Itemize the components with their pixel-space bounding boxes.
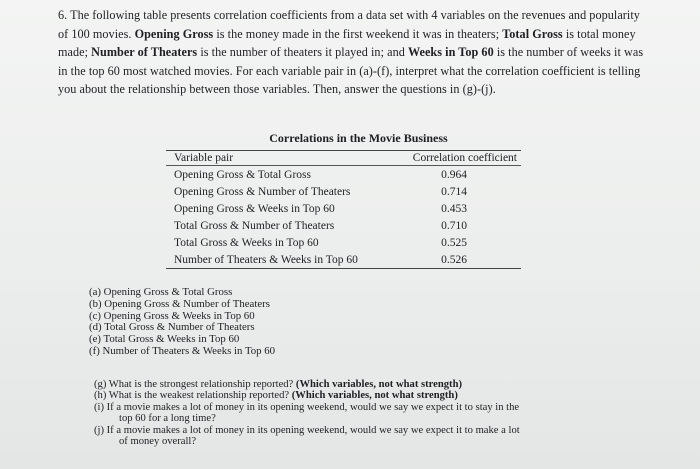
table-header-row xyxy=(166,151,521,166)
question-j: (j) If a movie makes a lot of money in its opening weekend, would we say we expect it to make a lot xyxy=(94,424,520,436)
part-b: (b) Opening Gross & Number of Theaters xyxy=(89,297,270,310)
correlation-table xyxy=(166,150,521,269)
table-row xyxy=(166,251,521,269)
table-row xyxy=(166,217,521,234)
cell-value: 0.964 xyxy=(441,168,467,181)
table-row xyxy=(166,234,521,251)
question-j-continued: of money overall? xyxy=(119,436,197,448)
question-i-continued: top 60 for a long time? xyxy=(119,413,216,425)
intro-text-2: is the money made in the first weekend it was in theaters; xyxy=(213,26,503,41)
term-opening-gross: Opening Gross xyxy=(134,26,214,41)
intro-text-5: is the number of weeks it was in the top 60 most watched movies. For each variable pair in (a)-(f), interpret what the correlation coefficient is telling you about the relationship between those variables. Then, answer the questions in (g)-(j). xyxy=(58,45,644,97)
cell-pair: Opening Gross & Total Gross xyxy=(174,168,311,181)
question-i: (i) If a movie makes a lot of money in its opening weekend, would we say we expect it to stay in the xyxy=(94,401,520,413)
header-correlation-coefficient: Correlation coefficient xyxy=(412,152,517,164)
correlation-table-block xyxy=(166,131,521,269)
question-list xyxy=(94,379,614,447)
cell-value: 0.710 xyxy=(441,219,467,232)
term-number-of-theaters: Number of Theaters xyxy=(91,45,198,60)
question-h-note: (Which variables, not what strength) xyxy=(291,390,458,402)
problem-intro xyxy=(58,6,648,99)
part-f: (f) Number of Theaters & Weeks in Top 60 xyxy=(89,344,276,357)
cell-pair: Opening Gross & Weeks in Top 60 xyxy=(174,202,335,215)
cell-value: 0.714 xyxy=(441,185,467,198)
intro-text-3: is total money made; xyxy=(58,26,636,60)
cell-pair: Opening Gross & Number of Theaters xyxy=(174,185,351,198)
cell-pair: Total Gross & Number of Theaters xyxy=(174,219,335,232)
table-row xyxy=(166,166,521,184)
table-title: Correlations in the Movie Business xyxy=(269,131,448,145)
part-a: (a) Opening Gross & Total Gross xyxy=(89,286,233,298)
part-list xyxy=(89,287,275,358)
table-row xyxy=(166,200,521,217)
part-c: (c) Opening Gross & Weeks in Top 60 xyxy=(89,309,255,322)
term-total-gross: Total Gross xyxy=(502,26,563,41)
question-g-note: (Which variables, not what strength) xyxy=(295,379,462,390)
question-g xyxy=(94,379,614,390)
header-variable-pair: Variable pair xyxy=(174,152,234,164)
cell-pair: Total Gross & Weeks in Top 60 xyxy=(174,236,319,249)
cell-value: 0.525 xyxy=(441,236,467,249)
cell-pair: Number of Theaters & Weeks in Top 60 xyxy=(174,253,358,266)
question-g-text: (g) What is the strongest relationship reported? xyxy=(94,379,296,390)
table-row xyxy=(166,183,521,200)
cell-value: 0.453 xyxy=(441,202,467,215)
part-d: (d) Total Gross & Number of Theaters xyxy=(89,321,255,334)
cell-value: 0.526 xyxy=(441,253,467,266)
question-h xyxy=(94,390,614,401)
intro-text-4: is the number of theaters it played in; and xyxy=(197,45,408,60)
part-e: (e) Total Gross & Weeks in Top 60 xyxy=(89,333,240,346)
intro-text-1: 6. The following table presents correlation coefficients from a data set with 4 variables on the revenues and popularity of 100 movies. xyxy=(58,8,640,41)
question-h-text: (h) What is the weakest relationship reported? xyxy=(94,390,292,402)
term-weeks-in-top-60: Weeks in Top 60 xyxy=(407,45,494,60)
